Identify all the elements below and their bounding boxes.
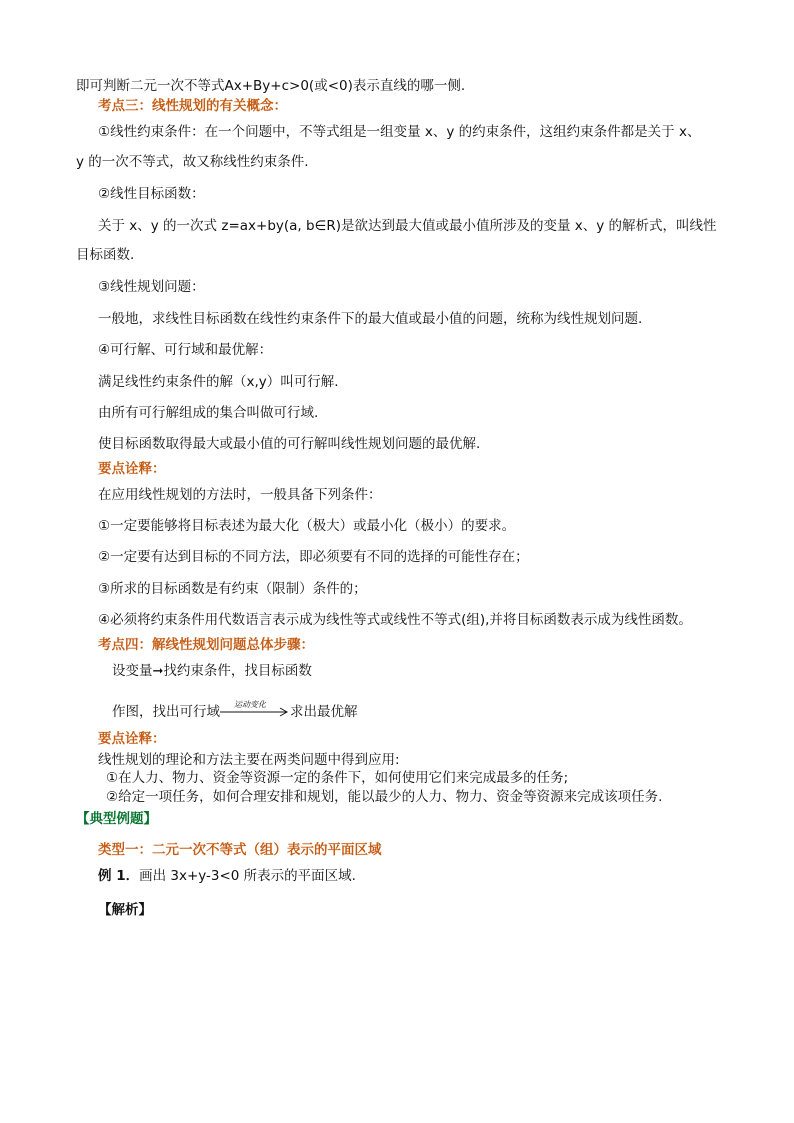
text-line: ④必须将约束条件用代数语言表示成为线性等式或线性不等式(组),并将目标函数表示成为线性函数。 — [98, 612, 692, 628]
text-line: 使目标函数取得最大或最小值的可行解叫线性规划问题的最优解. — [98, 436, 481, 452]
text-line: 目标函数. — [76, 247, 135, 263]
note-heading-2: 要点诠释： — [98, 731, 166, 747]
text-line: ①在人力、物力、资金等资源一定的条件下，如何使用它们来完成最多的任务; — [106, 770, 569, 786]
step-text: 求出最优解 — [290, 704, 358, 720]
step-line-2 — [112, 702, 358, 722]
long-arrow-icon — [220, 702, 290, 722]
type-heading-1: 类型一：二元一次不等式（组）表示的平面区域 — [98, 842, 382, 858]
text-line: 在应用线性规划的方法时，一般具备下列条件： — [98, 487, 382, 503]
text-line: ①一定要能够将目标表述为最大化（极大）或最小化（极小）的要求。 — [98, 518, 516, 534]
right-arrow-icon: ➞ — [152, 664, 164, 679]
example-1 — [98, 866, 356, 886]
example-text: 画出 3x+y-3<0 所表示的平面区域. — [139, 868, 356, 884]
example-label: 例 1． — [98, 868, 140, 884]
text-line: ④可行解、可行域和最优解： — [98, 342, 273, 358]
text-line: 一般地，求线性目标函数在线性约束条件下的最大值或最小值的问题，统称为线性规划问题. — [98, 311, 643, 327]
arrow-label: 运动变化 — [234, 700, 266, 709]
note-heading-1: 要点诠释： — [98, 461, 166, 477]
text-line: ②给定一项任务，如何合理安排和规划，能以最少的人力、物力、资金等资源来完成该项任务. — [106, 789, 663, 805]
step-text: 找约束条件，找目标函数 — [163, 663, 312, 679]
section-heading-kp3: 考点三：线性规划的有关概念： — [98, 98, 287, 114]
text-line: 线性规划的理论和方法主要在两类问题中得到应用: — [98, 752, 400, 768]
step-line-1 — [112, 661, 312, 682]
text-line: ③线性规划问题： — [98, 279, 205, 295]
step-text: 设变量 — [112, 663, 153, 679]
typical-examples-heading: 【典型例题】 — [76, 811, 157, 827]
analysis-label: 【解析】 — [98, 902, 152, 918]
text-line: 即可判断二元一次不等式Ax+By+c>0(或<0)表示直线的哪一侧. — [76, 78, 466, 94]
text-line: 满足线性约束条件的解（x,y）叫可行解. — [98, 374, 339, 390]
text-line: ①线性约束条件：在一个问题中，不等式组是一组变量 x、y 的约束条件，这组约束条件都是关于 x、 — [98, 124, 701, 140]
section-heading-kp4: 考点四：解线性规划问题总体步骤： — [98, 637, 314, 653]
text-line: ②一定要有达到目标的不同方法，即必须要有不同的选择的可能性存在； — [98, 549, 529, 565]
step-text: 作图，找出可行域 — [112, 704, 220, 720]
text-line: y 的一次不等式，故又称线性约束条件. — [76, 154, 309, 170]
text-line: ③所求的目标函数是有约束（限制）条件的； — [98, 581, 367, 597]
text-line: ②线性目标函数： — [98, 186, 205, 202]
text-line: 由所有可行解组成的集合叫做可行域. — [98, 405, 319, 421]
text-line: 关于 x、y 的一次式 z=ax+by(a, b∈R)是欲达到最大值或最小值所涉及的变量 x、y 的解析式，叫线性 — [98, 218, 717, 234]
